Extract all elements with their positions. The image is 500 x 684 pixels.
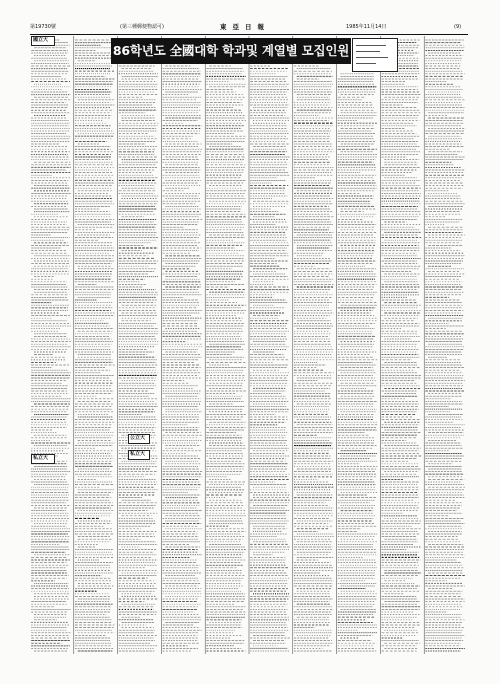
issue-number: 第19730號 (30, 24, 56, 30)
masthead-rule (30, 34, 468, 35)
page-headline: 86학년도 全國대학 학과및 계열별 모집인원 (111, 38, 351, 64)
legend-line (356, 51, 380, 52)
section-label: 公立大 (130, 435, 146, 441)
legend-line (356, 45, 386, 46)
postal-registration: (第三種郵便物認可) (120, 24, 164, 30)
legend-box (352, 38, 398, 72)
publication-date: 1985年11月14日 (346, 24, 387, 30)
legend-line (356, 57, 388, 58)
legend-line (356, 63, 376, 64)
newspaper-name: 東亞日報 (220, 23, 270, 31)
section-label: 私立大 (33, 455, 49, 461)
page-number: (9) (454, 24, 462, 30)
section-label: 私立大 (130, 451, 146, 457)
section-label: 國立大 (33, 37, 49, 43)
listing-grid (30, 36, 468, 654)
fine-print-columns (30, 36, 468, 654)
